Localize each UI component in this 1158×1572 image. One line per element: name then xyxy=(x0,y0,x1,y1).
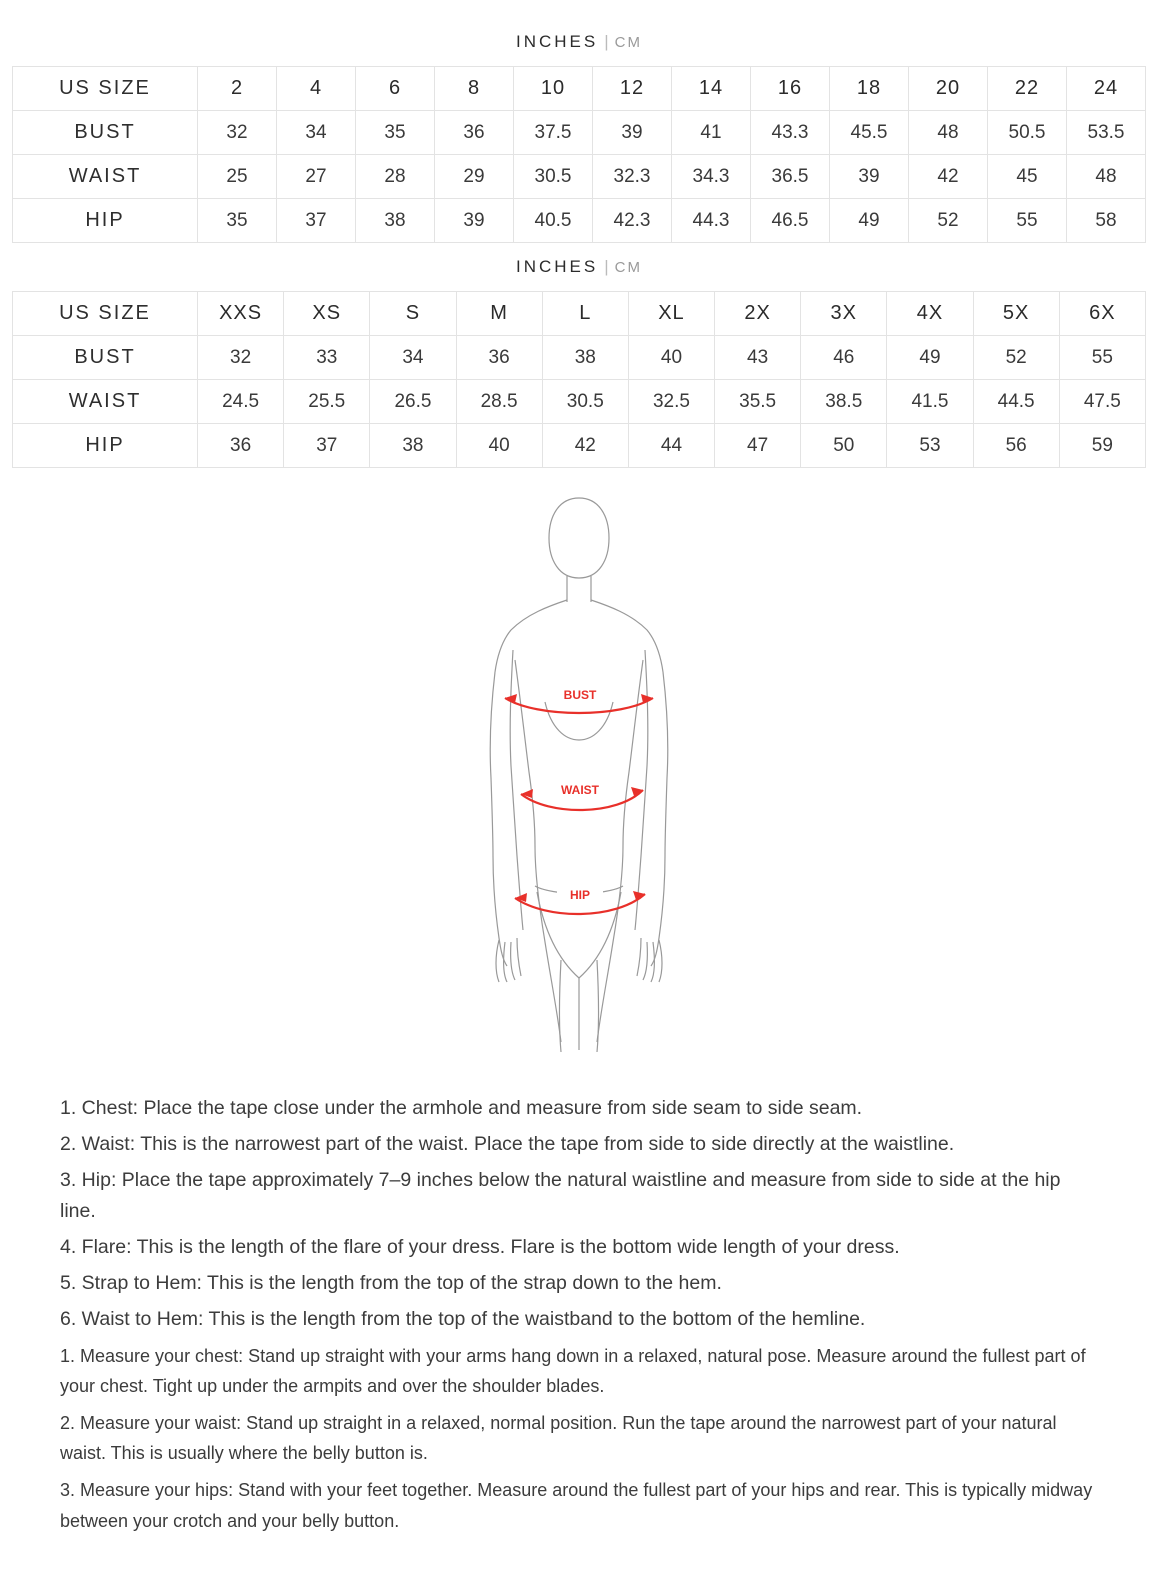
header-cell: 22 xyxy=(988,67,1067,111)
table-cell: 32.3 xyxy=(593,155,672,199)
table-cell: 45 xyxy=(988,155,1067,199)
unit-separator: | xyxy=(604,257,609,276)
row-label-hip: HIP xyxy=(13,199,198,243)
instruction-line: 1. Chest: Place the tape close under the armhole and measure from side seam to side seam. xyxy=(60,1097,863,1119)
table-cell: 34 xyxy=(277,111,356,155)
row-label-hip: HIP xyxy=(13,424,198,468)
header-cell: M xyxy=(456,292,542,336)
right-shoulder xyxy=(591,600,663,672)
header-cell: 6 xyxy=(356,67,435,111)
table-cell: 46.5 xyxy=(751,199,830,243)
table-cell: 37 xyxy=(284,424,370,468)
table-row xyxy=(13,336,1146,380)
table-cell: 55 xyxy=(1059,336,1145,380)
header-cell: 20 xyxy=(909,67,988,111)
table-cell: 38 xyxy=(542,336,628,380)
header-cell: 18 xyxy=(830,67,909,111)
left-torso xyxy=(515,660,561,1042)
table-cell: 27 xyxy=(277,155,356,199)
header-cell: 5X xyxy=(973,292,1059,336)
table-cell: 29 xyxy=(435,155,514,199)
table-cell: 56 xyxy=(973,424,1059,468)
table-cell: 26.5 xyxy=(370,380,456,424)
instruction-line: 4. Flare: This is the length of the flare of your dress. Flare is the bottom wide length of your dress. xyxy=(60,1235,900,1258)
howto-line: 2. Measure your waist: Stand up straight in a relaxed, normal position. Run the tape around the narrowest part of your natural waist. This is usually where the belly button is. xyxy=(60,1412,1057,1464)
measurement-figure xyxy=(0,490,1158,1075)
unit-toggle-numeric xyxy=(0,32,1158,52)
table-cell: 59 xyxy=(1059,424,1145,468)
table-cell: 52 xyxy=(909,199,988,243)
row-label-bust: BUST xyxy=(13,111,198,155)
table-cell: 36 xyxy=(198,424,284,468)
table-cell: 34.3 xyxy=(672,155,751,199)
table-cell: 33 xyxy=(284,336,370,380)
table-cell: 25.5 xyxy=(284,380,370,424)
table-cell: 43 xyxy=(715,336,801,380)
table-row xyxy=(13,155,1146,199)
table-cell: 40 xyxy=(628,336,714,380)
header-cell: 12 xyxy=(593,67,672,111)
left-arm-outer xyxy=(490,672,507,966)
table-cell: 44 xyxy=(628,424,714,468)
instruction-line: 2. Waist: This is the narrowest part of the waist. Place the tape from side to side directly at the waistline. xyxy=(60,1133,955,1156)
header-cell: XL xyxy=(628,292,714,336)
table-cell: 47 xyxy=(715,424,801,468)
table-cell: 44.3 xyxy=(672,199,751,243)
table-cell: 50 xyxy=(801,424,887,468)
header-cell: 6X xyxy=(1059,292,1145,336)
table-cell: 53.5 xyxy=(1067,111,1146,155)
table-header-row xyxy=(13,67,1146,111)
table-cell: 42 xyxy=(909,155,988,199)
table-cell: 30.5 xyxy=(514,155,593,199)
instruction-line: 6. Waist to Hem: This is the length from the top of the waistband to the bottom of the hemline. xyxy=(60,1308,866,1331)
unit-inches-label[interactable]: INCHES xyxy=(516,257,599,276)
bust-curve xyxy=(545,702,613,740)
table-row xyxy=(13,380,1146,424)
table-header-row xyxy=(13,292,1146,336)
table-cell: 38.5 xyxy=(801,380,887,424)
right-torso xyxy=(597,660,643,1042)
header-cell: L xyxy=(542,292,628,336)
header-cell: S xyxy=(370,292,456,336)
table-cell: 42 xyxy=(542,424,628,468)
header-cell: XXS xyxy=(198,292,284,336)
table-cell: 45.5 xyxy=(830,111,909,155)
hip-measure-group xyxy=(515,886,645,914)
unit-cm-label[interactable]: CM xyxy=(614,259,642,276)
alpha-size-table xyxy=(12,291,1146,468)
table-cell: 52 xyxy=(973,336,1059,380)
table-cell: 38 xyxy=(356,199,435,243)
table-row xyxy=(13,111,1146,155)
table-cell: 46 xyxy=(801,336,887,380)
brief-outline xyxy=(537,892,621,978)
table-cell: 24.5 xyxy=(198,380,284,424)
table-cell: 48 xyxy=(1067,155,1146,199)
table-cell: 25 xyxy=(198,155,277,199)
unit-separator: | xyxy=(604,32,609,51)
header-cell: 2 xyxy=(198,67,277,111)
unit-cm-label[interactable]: CM xyxy=(614,34,642,51)
neck-outline xyxy=(567,576,591,602)
table-row xyxy=(13,424,1146,468)
table-cell: 40 xyxy=(456,424,542,468)
table-cell: 41 xyxy=(672,111,751,155)
table-cell: 58 xyxy=(1067,199,1146,243)
table-cell: 41.5 xyxy=(887,380,973,424)
table-cell: 35.5 xyxy=(715,380,801,424)
table-cell: 42.3 xyxy=(593,199,672,243)
bust-measure-group xyxy=(505,686,653,713)
bust-label: BUST xyxy=(563,688,597,702)
table-cell: 32 xyxy=(198,336,284,380)
table-cell: 35 xyxy=(356,111,435,155)
table-cell: 37.5 xyxy=(514,111,593,155)
table-cell: 39 xyxy=(435,199,514,243)
table-cell: 50.5 xyxy=(988,111,1067,155)
table-cell: 39 xyxy=(830,155,909,199)
table-cell: 38 xyxy=(370,424,456,468)
table-cell: 43.3 xyxy=(751,111,830,155)
row-label-bust: BUST xyxy=(13,336,198,380)
table-cell: 44.5 xyxy=(973,380,1059,424)
instruction-line: 3. Hip: Place the tape approximately 7–9 inches below the natural waistline and measure from side to side at the hip line. xyxy=(60,1169,1061,1222)
head-outline xyxy=(549,498,609,578)
waist-label: WAIST xyxy=(561,783,599,797)
table-cell: 28 xyxy=(356,155,435,199)
table-cell: 40.5 xyxy=(514,199,593,243)
table-cell: 36 xyxy=(435,111,514,155)
header-cell: 2X xyxy=(715,292,801,336)
table-cell: 32 xyxy=(198,111,277,155)
left-arm-inner xyxy=(510,650,523,930)
header-cell: 4X xyxy=(887,292,973,336)
measurement-instructions xyxy=(0,1085,1158,1572)
header-cell: 14 xyxy=(672,67,751,111)
header-cell: 16 xyxy=(751,67,830,111)
header-cell: 10 xyxy=(514,67,593,111)
howto-line: 1. Measure your chest: Stand up straight with your arms hang down in a relaxed, natural pose. Measure around the fullest part of your chest. Tight up under the armpits and over the shoulder blades. xyxy=(60,1345,1086,1397)
unit-inches-label[interactable]: INCHES xyxy=(516,32,599,51)
howto-line: 3. Measure your hips: Stand with your feet together. Measure around the fullest part of your hips and rear. This is typically midway between your crotch and your belly button. xyxy=(60,1479,1093,1531)
header-cell-us-size: US SIZE xyxy=(13,292,198,336)
table-cell: 35 xyxy=(198,199,277,243)
table-cell: 30.5 xyxy=(542,380,628,424)
header-cell: XS xyxy=(284,292,370,336)
table-cell: 53 xyxy=(887,424,973,468)
header-cell: 24 xyxy=(1067,67,1146,111)
instruction-line: 5. Strap to Hem: This is the length from the top of the strap down to the hem. xyxy=(60,1272,722,1295)
table-cell: 34 xyxy=(370,336,456,380)
row-label-waist: WAIST xyxy=(13,155,198,199)
female-body-diagram xyxy=(449,490,709,1075)
right-arm-outer xyxy=(651,672,668,966)
table-cell: 32.5 xyxy=(628,380,714,424)
table-row xyxy=(13,199,1146,243)
table-cell: 37 xyxy=(277,199,356,243)
table-cell: 39 xyxy=(593,111,672,155)
table-cell: 28.5 xyxy=(456,380,542,424)
header-cell-us-size: US SIZE xyxy=(13,67,198,111)
table-cell: 55 xyxy=(988,199,1067,243)
left-shoulder xyxy=(495,600,567,672)
table-cell: 36 xyxy=(456,336,542,380)
header-cell: 8 xyxy=(435,67,514,111)
row-label-waist: WAIST xyxy=(13,380,198,424)
table-cell: 49 xyxy=(830,199,909,243)
table-cell: 36.5 xyxy=(751,155,830,199)
table-cell: 49 xyxy=(887,336,973,380)
table-cell: 47.5 xyxy=(1059,380,1145,424)
hip-label: HIP xyxy=(569,888,591,902)
unit-toggle-alpha xyxy=(0,257,1158,277)
header-cell: 3X xyxy=(801,292,887,336)
table-cell: 48 xyxy=(909,111,988,155)
numeric-size-table xyxy=(12,66,1146,243)
header-cell: 4 xyxy=(277,67,356,111)
